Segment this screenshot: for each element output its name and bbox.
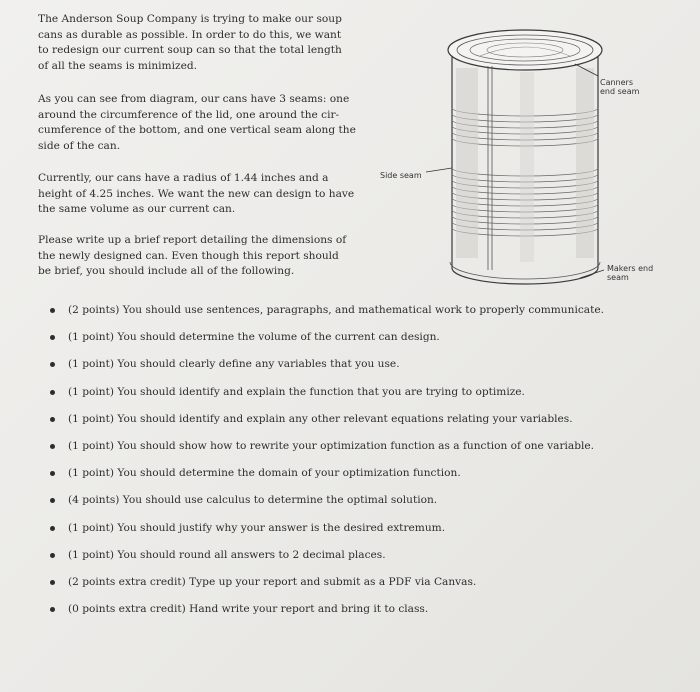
bullet-icon — [50, 390, 55, 395]
bullet-icon — [50, 417, 55, 422]
bullet-icon — [50, 335, 55, 340]
list-item — [50, 603, 680, 630]
bullet-icon — [50, 498, 55, 503]
bullet-icon — [50, 471, 55, 476]
list-item — [50, 467, 680, 494]
requirement-text: (1 point) You should clearly define any variables that you use. — [68, 358, 400, 371]
report-paragraph: Please write up a brief report detailing the dimensions of the newly designed can. Even though this report should be brief, you should include all of the following. — [38, 234, 347, 278]
side-seam-label: Side seam — [380, 171, 422, 180]
requirement-text: (1 point) You should round all answers to 2 decimal places. — [68, 548, 386, 561]
requirement-text: (1 point) You should identify and explain the function that you are trying to optimize. — [68, 385, 525, 398]
requirement-text: (0 points extra credit) Hand write your report and bring it to class. — [68, 603, 429, 616]
canners-end-seam-label: Canners end seam — [600, 78, 640, 96]
soup-can-diagram — [380, 8, 680, 298]
makers-end-seam-label: Makers end seam — [607, 264, 654, 282]
list-item — [50, 331, 680, 358]
intro-paragraph: The Anderson Soup Company is trying to make our soup cans as durable as possible. In order to do this, we want to redesign our current soup can so that the total length of all the seams is minimized. — [38, 13, 342, 72]
bullet-icon — [50, 526, 55, 531]
requirement-text: (2 points extra credit) Type up your report and submit as a PDF via Canvas. — [68, 575, 477, 588]
list-item — [50, 440, 680, 467]
requirement-text: (1 point) You should identify and explain any other relevant equations relating your variables. — [68, 412, 573, 425]
bullet-icon — [50, 553, 55, 558]
bullet-icon — [50, 607, 55, 612]
can-illustration — [380, 8, 680, 298]
requirement-text: (1 point) You should show how to rewrite your optimization function as a function of one variable. — [68, 439, 595, 452]
requirements-list — [50, 304, 680, 630]
dimensions-paragraph: Currently, our cans have a radius of 1.44 inches and a height of 4.25 inches. We want the new can design to have the same volume as our current can. — [38, 172, 355, 216]
list-item — [50, 413, 680, 440]
list-item — [50, 304, 680, 331]
list-item — [50, 522, 680, 549]
list-item — [50, 386, 680, 413]
requirement-text: (1 point) You should determine the domain of your optimization function. — [68, 467, 461, 480]
list-item — [50, 494, 680, 521]
requirement-text: (1 point) You should determine the volume of the current can design. — [68, 331, 440, 344]
bullet-icon — [50, 580, 55, 585]
bullet-icon — [50, 308, 55, 313]
list-item — [50, 358, 680, 385]
bullet-icon — [50, 362, 55, 367]
bullet-icon — [50, 444, 55, 449]
seams-paragraph: As you can see from diagram, our cans have 3 seams: one around the circumference of the lid, one around the cir- cumference of the bottom, and one vertical seam along the side of the can. — [38, 93, 356, 152]
requirement-text: (2 points) You should use sentences, paragraphs, and mathematical work to properly communicate. — [68, 304, 604, 316]
list-item — [50, 576, 680, 603]
requirement-text: (4 points) You should use calculus to determine the optimal solution. — [68, 494, 438, 507]
requirement-text: (1 point) You should justify why your answer is the desired extremum. — [68, 521, 446, 534]
list-item — [50, 549, 680, 576]
